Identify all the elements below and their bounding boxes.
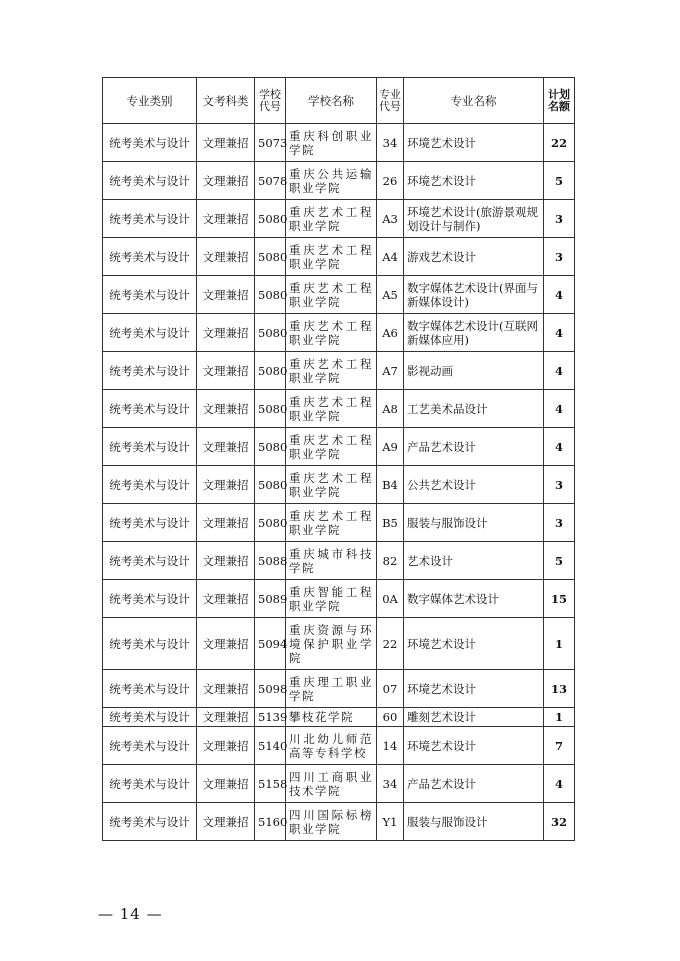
cell-major-name: 数字媒体艺术设计 (404, 580, 544, 618)
cell-quota: 5 (544, 162, 575, 200)
cell-school-code: 5158 (255, 765, 286, 803)
cell-quota: 5 (544, 542, 575, 580)
cell-major-name: 数字媒体艺术设计(界面与新媒体设计) (404, 276, 544, 314)
cell-category: 统考美术与设计 (103, 352, 197, 390)
cell-subject: 文理兼招 (197, 580, 255, 618)
cell-major-name: 工艺美术品设计 (404, 390, 544, 428)
header-major-code-line1: 专业 (379, 87, 401, 101)
cell-school-code: 5098 (255, 670, 286, 708)
cell-quota: 4 (544, 765, 575, 803)
table-row (103, 765, 575, 803)
cell-school-name: 重庆科创职业学院 (286, 124, 377, 162)
cell-category: 统考美术与设计 (103, 162, 197, 200)
cell-school-name: 四川国际标榜职业学院 (286, 803, 377, 841)
cell-school-name: 重庆艺术工程职业学院 (286, 504, 377, 542)
header-school-code (255, 78, 286, 124)
table-row (103, 803, 575, 841)
table-row (103, 504, 575, 542)
cell-category: 统考美术与设计 (103, 765, 197, 803)
cell-major-code: 60 (377, 708, 404, 727)
cell-major-name: 游戏艺术设计 (404, 238, 544, 276)
table-row (103, 466, 575, 504)
cell-major-name: 产品艺术设计 (404, 428, 544, 466)
cell-major-code: 34 (377, 765, 404, 803)
cell-school-name: 重庆智能工程职业学院 (286, 580, 377, 618)
cell-major-code: 07 (377, 670, 404, 708)
cell-school-code: 5139 (255, 708, 286, 727)
header-major-code (377, 78, 404, 124)
cell-school-name: 重庆艺术工程职业学院 (286, 276, 377, 314)
cell-school-code: 5073 (255, 124, 286, 162)
cell-major-code: 34 (377, 124, 404, 162)
table-row (103, 580, 575, 618)
table-row (103, 390, 575, 428)
cell-quota: 4 (544, 314, 575, 352)
cell-category: 统考美术与设计 (103, 504, 197, 542)
cell-quota: 1 (544, 708, 575, 727)
header-major-code-line2: 代号 (379, 99, 401, 113)
cell-subject: 文理兼招 (197, 618, 255, 670)
cell-subject: 文理兼招 (197, 504, 255, 542)
cell-school-name: 攀枝花学院 (286, 708, 377, 727)
cell-category: 统考美术与设计 (103, 238, 197, 276)
cell-quota: 3 (544, 238, 575, 276)
cell-quota: 3 (544, 200, 575, 238)
header-category: 专业类别 (103, 78, 197, 124)
cell-major-code: A3 (377, 200, 404, 238)
table-row (103, 727, 575, 765)
cell-quota: 7 (544, 727, 575, 765)
cell-major-code: A4 (377, 238, 404, 276)
table-header-row (103, 78, 575, 124)
cell-subject: 文理兼招 (197, 542, 255, 580)
header-quota-line1: 计划 (548, 87, 570, 101)
cell-major-name: 环境艺术设计 (404, 618, 544, 670)
cell-subject: 文理兼招 (197, 276, 255, 314)
cell-major-name: 数字媒体艺术设计(互联网新媒体应用) (404, 314, 544, 352)
cell-quota: 13 (544, 670, 575, 708)
cell-major-code: 22 (377, 618, 404, 670)
cell-school-code: 5094 (255, 618, 286, 670)
cell-school-code: 5080 (255, 352, 286, 390)
cell-major-name: 服装与服饰设计 (404, 803, 544, 841)
cell-school-name: 重庆公共运输职业学院 (286, 162, 377, 200)
cell-subject: 文理兼招 (197, 708, 255, 727)
cell-major-code: A7 (377, 352, 404, 390)
cell-category: 统考美术与设计 (103, 428, 197, 466)
header-school-name: 学校名称 (286, 78, 377, 124)
table-row (103, 428, 575, 466)
table-row (103, 670, 575, 708)
cell-quota: 4 (544, 352, 575, 390)
cell-quota: 22 (544, 124, 575, 162)
table-row (103, 124, 575, 162)
page-number: — 14 — (98, 905, 163, 923)
cell-category: 统考美术与设计 (103, 708, 197, 727)
table-row (103, 162, 575, 200)
table-row (103, 238, 575, 276)
cell-subject: 文理兼招 (197, 727, 255, 765)
cell-school-name: 重庆理工职业学院 (286, 670, 377, 708)
cell-category: 统考美术与设计 (103, 618, 197, 670)
cell-category: 统考美术与设计 (103, 200, 197, 238)
cell-major-name: 环境艺术设计 (404, 670, 544, 708)
cell-major-code: A6 (377, 314, 404, 352)
cell-school-code: 5080 (255, 390, 286, 428)
cell-quota: 32 (544, 803, 575, 841)
table-row (103, 276, 575, 314)
cell-major-name: 环境艺术设计 (404, 124, 544, 162)
table-row (103, 618, 575, 670)
table-body (103, 124, 575, 841)
cell-school-name: 重庆艺术工程职业学院 (286, 314, 377, 352)
cell-major-code: 82 (377, 542, 404, 580)
cell-quota: 15 (544, 580, 575, 618)
cell-category: 统考美术与设计 (103, 670, 197, 708)
cell-major-code: Y1 (377, 803, 404, 841)
cell-subject: 文理兼招 (197, 390, 255, 428)
cell-category: 统考美术与设计 (103, 727, 197, 765)
cell-subject: 文理兼招 (197, 238, 255, 276)
cell-quota: 1 (544, 618, 575, 670)
cell-school-code: 5080 (255, 466, 286, 504)
cell-subject: 文理兼招 (197, 803, 255, 841)
cell-major-code: B5 (377, 504, 404, 542)
admission-plan-table (102, 77, 575, 841)
cell-school-name: 重庆艺术工程职业学院 (286, 466, 377, 504)
header-school-code-line1: 学校 (259, 87, 281, 101)
cell-school-name: 重庆城市科技学院 (286, 542, 377, 580)
cell-category: 统考美术与设计 (103, 803, 197, 841)
cell-school-name: 重庆艺术工程职业学院 (286, 238, 377, 276)
cell-school-code: 5080 (255, 200, 286, 238)
cell-school-name: 重庆艺术工程职业学院 (286, 428, 377, 466)
cell-major-code: A5 (377, 276, 404, 314)
cell-subject: 文理兼招 (197, 124, 255, 162)
cell-subject: 文理兼招 (197, 765, 255, 803)
table-row (103, 352, 575, 390)
cell-category: 统考美术与设计 (103, 124, 197, 162)
table-row (103, 542, 575, 580)
cell-subject: 文理兼招 (197, 200, 255, 238)
cell-school-code: 5080 (255, 238, 286, 276)
cell-school-code: 5080 (255, 428, 286, 466)
header-quota (544, 78, 575, 124)
cell-subject: 文理兼招 (197, 162, 255, 200)
cell-subject: 文理兼招 (197, 466, 255, 504)
cell-major-name: 服装与服饰设计 (404, 504, 544, 542)
table-row (103, 200, 575, 238)
cell-major-name: 影视动画 (404, 352, 544, 390)
cell-subject: 文理兼招 (197, 428, 255, 466)
header-quota-line2: 名额 (548, 99, 570, 113)
cell-subject: 文理兼招 (197, 670, 255, 708)
cell-category: 统考美术与设计 (103, 314, 197, 352)
cell-major-code: 26 (377, 162, 404, 200)
cell-major-code: 14 (377, 727, 404, 765)
cell-major-code: 0A (377, 580, 404, 618)
header-major-name: 专业名称 (404, 78, 544, 124)
cell-category: 统考美术与设计 (103, 466, 197, 504)
cell-major-name: 环境艺术设计 (404, 727, 544, 765)
cell-school-code: 5089 (255, 580, 286, 618)
cell-category: 统考美术与设计 (103, 390, 197, 428)
cell-major-name: 艺术设计 (404, 542, 544, 580)
cell-school-code: 5160 (255, 803, 286, 841)
cell-category: 统考美术与设计 (103, 542, 197, 580)
cell-school-name: 川北幼儿师范高等专科学校 (286, 727, 377, 765)
cell-quota: 4 (544, 428, 575, 466)
cell-school-code: 5078 (255, 162, 286, 200)
table-row (103, 314, 575, 352)
cell-subject: 文理兼招 (197, 314, 255, 352)
cell-quota: 3 (544, 466, 575, 504)
cell-school-name: 重庆资源与环境保护职业学院 (286, 618, 377, 670)
cell-major-name: 环境艺术设计 (404, 162, 544, 200)
cell-school-code: 5080 (255, 504, 286, 542)
cell-school-code: 5080 (255, 276, 286, 314)
cell-category: 统考美术与设计 (103, 580, 197, 618)
cell-school-code: 5140 (255, 727, 286, 765)
cell-school-name: 四川工商职业技术学院 (286, 765, 377, 803)
cell-major-code: B4 (377, 466, 404, 504)
cell-school-name: 重庆艺术工程职业学院 (286, 200, 377, 238)
header-school-code-line2: 代号 (259, 99, 281, 113)
cell-quota: 4 (544, 276, 575, 314)
cell-quota: 3 (544, 504, 575, 542)
cell-quota: 4 (544, 390, 575, 428)
cell-major-name: 雕刻艺术设计 (404, 708, 544, 727)
cell-school-code: 5088 (255, 542, 286, 580)
cell-school-name: 重庆艺术工程职业学院 (286, 352, 377, 390)
cell-major-name: 环境艺术设计(旅游景观规划设计与制作) (404, 200, 544, 238)
header-subject: 文考科类 (197, 78, 255, 124)
cell-school-code: 5080 (255, 314, 286, 352)
cell-major-name: 产品艺术设计 (404, 765, 544, 803)
cell-major-name: 公共艺术设计 (404, 466, 544, 504)
cell-subject: 文理兼招 (197, 352, 255, 390)
cell-school-name: 重庆艺术工程职业学院 (286, 390, 377, 428)
cell-category: 统考美术与设计 (103, 276, 197, 314)
table-row (103, 708, 575, 727)
cell-major-code: A8 (377, 390, 404, 428)
cell-major-code: A9 (377, 428, 404, 466)
